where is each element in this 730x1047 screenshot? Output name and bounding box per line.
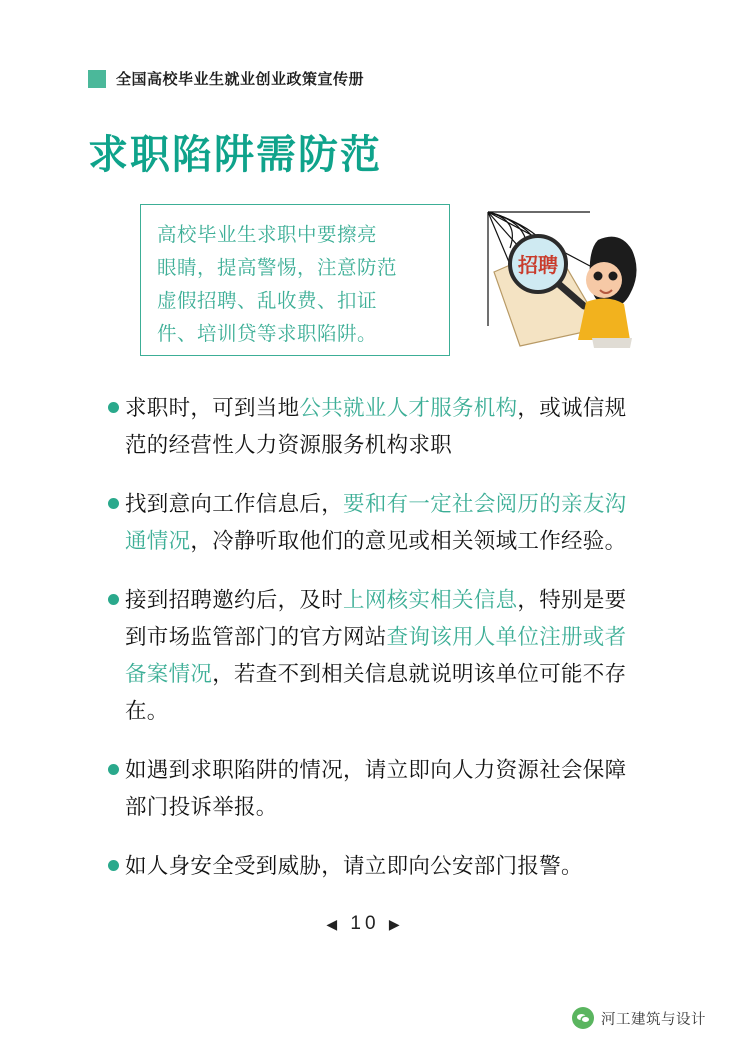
callout-line: 眼睛，提高警惕，注意防范 [157,257,398,279]
page-title: 求职陷阱需防范 [88,133,382,177]
text-segment-highlight: 上网核实相关信息 [343,588,518,612]
text-segment: 找到意向工作信息后， [125,492,344,516]
list-item [108,752,648,826]
bullet-dot-icon [108,402,119,413]
wechat-account-badge [572,1007,706,1029]
text-segment: ，特别是要到市场监管部门的官方网站 [125,588,627,649]
list-item-text [125,582,648,730]
header-square-mark-icon [88,70,106,88]
intro-callout-box [140,204,450,356]
list-item [108,582,648,730]
bullet-dot-icon [108,594,119,605]
callout-line: 高校毕业生求职中要擦亮 [157,224,378,246]
list-item [108,390,648,464]
text-segment: ，若查不到相关信息就说明该单位可能不存在。 [125,662,627,723]
booklet-series-title: 全国高校毕业生就业创业政策宣传册 [116,71,365,88]
tips-list [108,390,648,885]
prev-page-arrow-icon[interactable]: ◀ [326,916,342,932]
booklet-header [0,0,730,89]
list-item-text [125,390,648,464]
wechat-icon [572,1007,594,1029]
page-number: 10 [350,913,380,934]
page-number-bar [0,913,730,935]
list-item [108,848,648,885]
text-segment-highlight: 公共就业人才服务机构 [299,396,518,420]
list-item-text: 如人身安全受到威胁，请立即向公安部门报警。 [125,854,583,878]
wechat-account-name: 河工建筑与设计 [601,1011,706,1028]
bullet-dot-icon [108,764,119,775]
text-segment-highlight: 查询该用人单位注册或者备案情况 [125,625,627,686]
intro-section [140,204,660,364]
callout-line: 件、培训贷等求职陷阱。 [157,323,378,345]
next-page-arrow-icon[interactable]: ▶ [388,916,404,932]
text-segment: ，冷静听取他们的意见或相关领域工作经验。 [190,529,627,553]
callout-line: 虚假招聘、乱收费、扣证 [157,290,378,312]
magnifier-job-ad-illustration [480,206,645,361]
list-item [108,486,648,560]
text-segment: ，或诚信规范的经营性人力资源服务机构求职 [125,396,627,457]
text-segment: 求职时，可到当地 [125,396,300,420]
illustration-label: 招聘 [518,255,558,277]
text-segment-highlight: 要和有一定社会阅历的亲友沟通情况 [125,492,627,553]
list-item-text: 如遇到求职陷阱的情况，请立即向人力资源社会保障部门投诉举报。 [125,758,627,819]
bullet-dot-icon [108,860,119,871]
text-segment: 接到招聘邀约后，及时 [125,588,344,612]
bullet-dot-icon [108,498,119,509]
list-item-text [125,486,648,560]
